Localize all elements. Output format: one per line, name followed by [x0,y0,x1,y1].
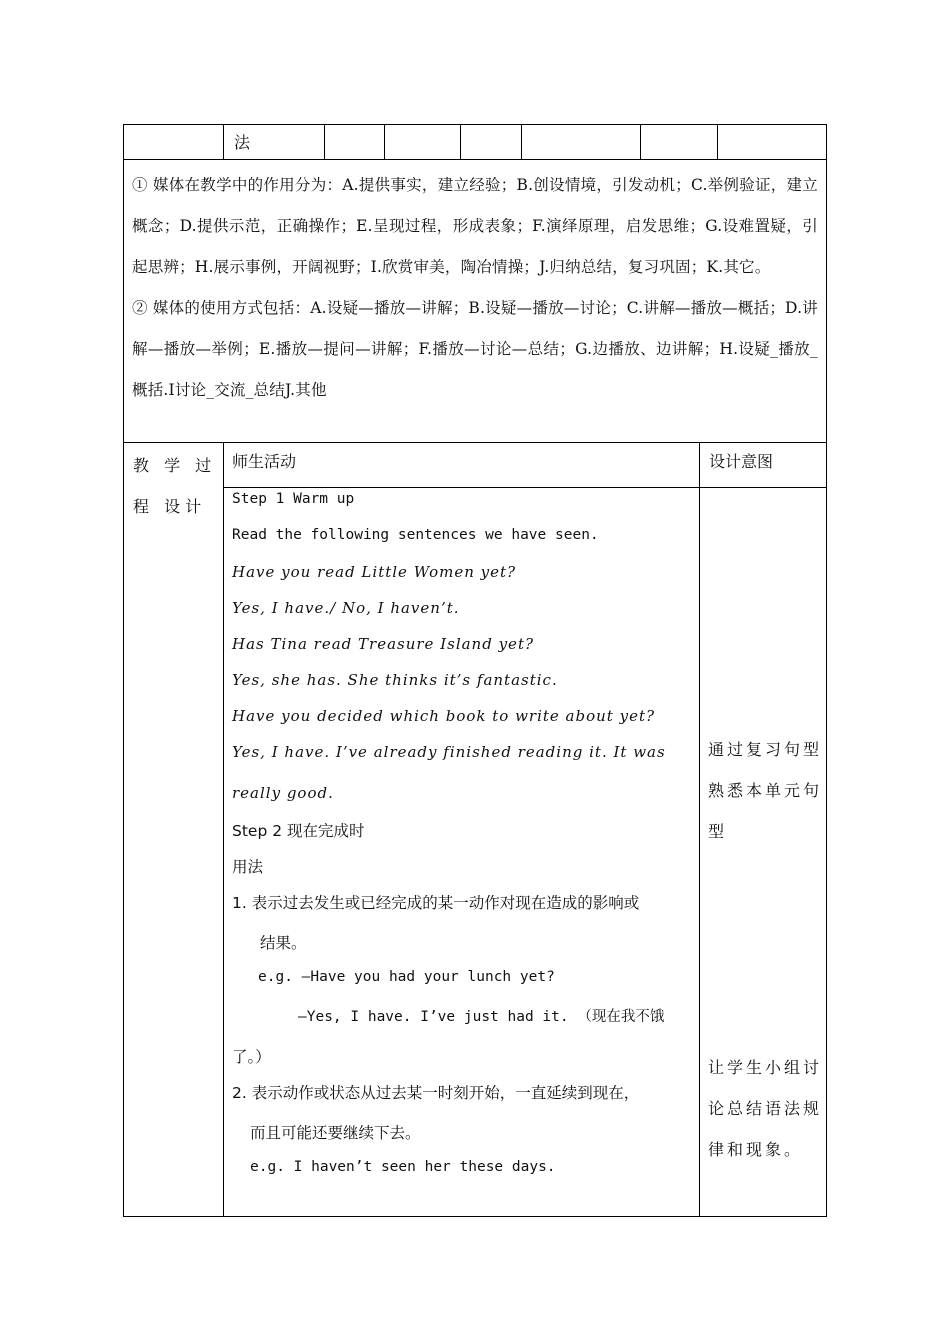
activity-line: Yes, she has. She thinks it’s fantastic. [232,671,558,689]
activity-line: Have you read Little Women yet? [232,563,517,581]
process-label-cell [124,443,224,1216]
activity-line: Yes, I have. I’ve already finished reading it. It was [232,743,666,761]
media-roles-paragraph: ① 媒体在教学中的作用分为：A.提供事实，建立经验；B.创设情境，引发动机；C.举例验证，建立概念；D.提供示范，正确操作；E.呈现过程，形成表象；F.演绎原理，启发思维；G.设难置疑，引起思辨；H.展示事例，开阔视野；I.欣赏审美，陶冶情操；J.归纳总结，复习巩固；K.其它。 [132,176,818,276]
activity-line: 而且可能还要继续下去。 [250,1124,421,1142]
media-usage-paragraph: ② 媒体的使用方式包括：A.设疑—播放—讲解；B.设疑—播放—讨论；C.讲解—播放—概括；D.讲解—播放—举例；E.播放—提问—讲解；F.播放—讨论—总结；G.边播放、边讲解；H.设疑_播放_概括.I讨论_交流_总结J.其他 [132,299,818,399]
activity-line: 结果。 [260,934,307,952]
activity-line: 了。） [232,1048,271,1066]
design-intent-1: 通过复习句型熟悉本单元句型 [708,740,823,841]
activity-line: Yes, I have./ No, I haven’t. [232,599,460,617]
column-divider [460,125,461,159]
activity-line: Has Tina read Treasure Island yet? [232,635,535,653]
activity-line: 用法 [232,858,264,876]
activity-line: Have you decided which book to write about yet? [232,707,656,725]
header-activity: 师生活动 [232,452,297,471]
lesson-plan-table [123,124,827,1217]
column-divider [384,125,385,159]
table-row-continuation [124,125,826,160]
column-divider [640,125,641,159]
teaching-process-section [124,443,826,1216]
activity-line: 1. 表示过去发生或已经完成的某一动作对现在造成的影响或 [232,894,640,912]
column-divider [521,125,522,159]
header-intent: 设计意图 [709,452,774,471]
activity-line: Step 2 现在完成时 [232,822,365,840]
column-divider [223,125,224,159]
column-divider [324,125,325,159]
activity-line: 2. 表示动作或状态从过去某一时刻开始，一直延续到现在， [232,1084,640,1102]
activity-line: –Yes, I have. I’ve just had it. （现在我不饿 [298,1009,665,1025]
activity-line: Read the following sentences we have seen. [232,527,599,543]
header-divider [223,487,826,488]
design-intent-2: 让学生小组讨论总结语法规律和现象。 [708,1058,823,1159]
column-divider [717,125,718,159]
media-description-cell [124,159,826,443]
process-label: 教 学 过 程 设计 [133,456,217,516]
activity-line: e.g. I haven’t seen her these days. [250,1159,556,1175]
activity-line: Step 1 Warm up [232,491,355,507]
continuation-cell-text: 法 [234,133,251,152]
activity-line: e.g. –Have you had your lunch yet? [258,969,555,985]
activity-line: really good. [232,784,334,802]
column-divider [699,443,700,1216]
